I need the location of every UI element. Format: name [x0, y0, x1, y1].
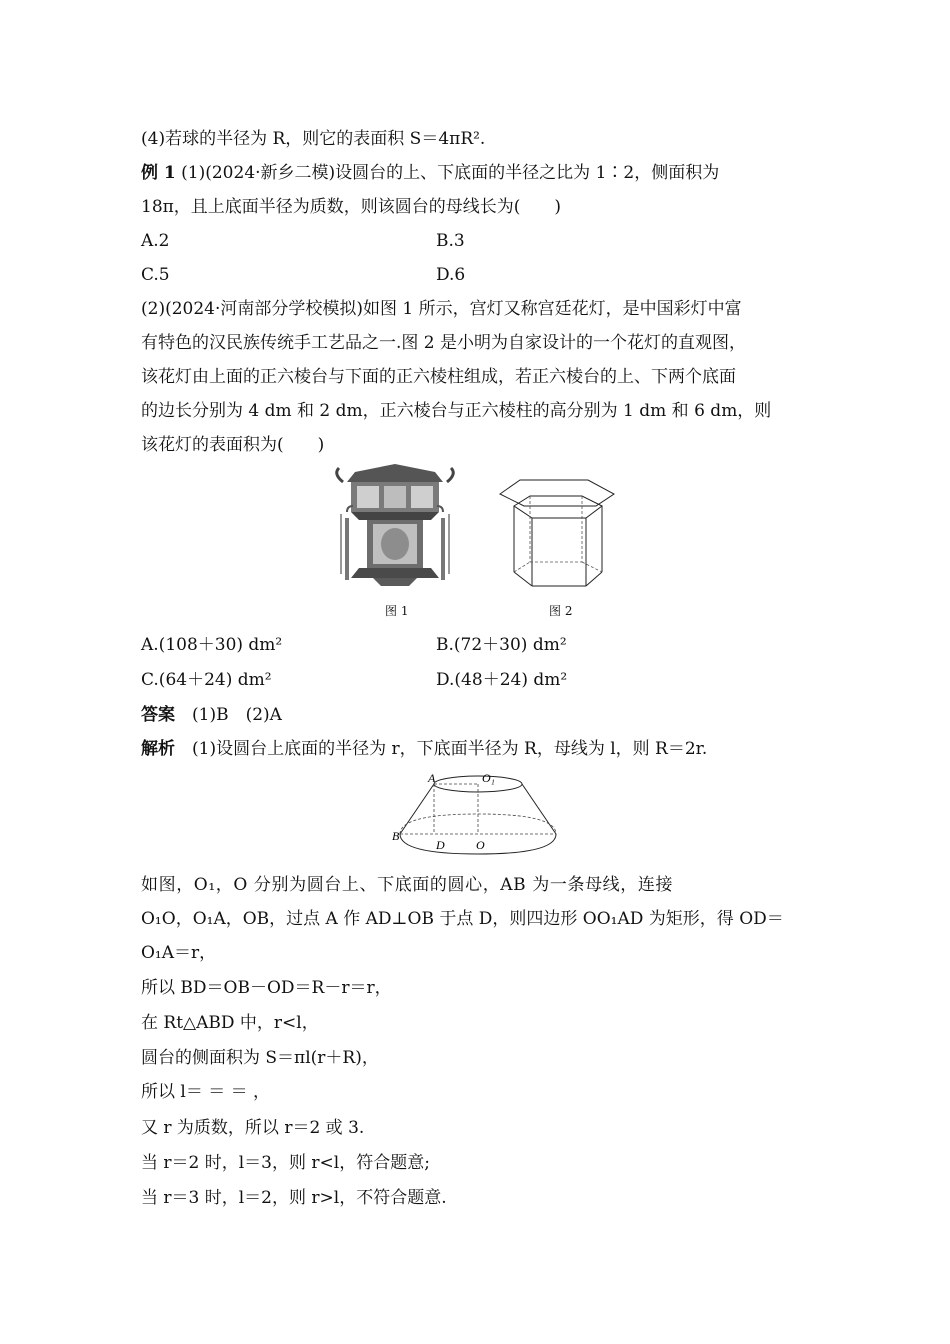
- question-2-line-3: 该花灯由上面的正六棱台与下面的正六棱柱组成，若正六棱台的上、下两个底面: [141, 367, 736, 387]
- solution-step-5: 在 Rt△ABD 中，r<l，: [141, 1013, 319, 1033]
- solution-step-1: 如图，O₁，O 分别为圆台上、下底面的圆心，AB 为一条母线，连接: [141, 875, 674, 895]
- solution-step-6: 圆台的侧面积为 S＝πl(r＋R)，: [141, 1048, 379, 1068]
- example-1-line-1: [141, 162, 719, 184]
- solution-step-10: 当 r＝3 时，l＝2，则 r>l，不符合题意.: [141, 1188, 447, 1208]
- option-d-q2: D.(48＋24) dm²: [436, 670, 568, 690]
- solution-step-3: O₁A＝r，: [141, 943, 217, 963]
- solution-step-9: 当 r＝2 时，l＝3，则 r<l，符合题意;: [141, 1153, 430, 1173]
- example-label: 例 1: [141, 163, 176, 183]
- solution-step-4: 所以 BD＝OB－OD＝R－r＝r，: [141, 978, 392, 998]
- hexagonal-lantern-diagram: [498, 472, 618, 590]
- option-c-q2: C.(64＋24) dm²: [141, 670, 272, 690]
- label-o1: O₁: [482, 771, 495, 785]
- label-o: O: [476, 838, 485, 852]
- figure-1-caption: 图 1: [385, 604, 409, 618]
- label-a: A: [428, 771, 436, 785]
- option-b-q1: B.3: [436, 231, 465, 251]
- answer-text: (1)B (2)A: [175, 705, 282, 725]
- sphere-area-formula: (4)若球的半径为 R，则它的表面积 S＝4πR².: [141, 129, 486, 149]
- solution-step-7: 所以 l＝ ＝ ＝ ，: [141, 1082, 271, 1102]
- option-d-q1: D.6: [436, 265, 466, 285]
- example-1-line-2: 18π，且上底面半径为质数，则该圆台的母线长为( ): [141, 197, 562, 217]
- solution-step-8: 又 r 为质数，所以 r＝2 或 3.: [141, 1118, 365, 1138]
- option-a-q2: A.(108＋30) dm²: [141, 635, 283, 655]
- solution-text: (1)设圆台上底面的半径为 r，下底面半径为 R，母线为 l，则 R＝2r.: [175, 739, 708, 759]
- question-2-line-2: 有特色的汉民族传统手工艺品之一.图 2 是小明为自家设计的一个花灯的直观图，: [141, 333, 747, 353]
- solution-line-1: [141, 738, 707, 760]
- question-2-line-1: (2)(2024·河南部分学校模拟)如图 1 所示，宫灯又称宫廷花灯，是中国彩灯中富: [141, 299, 742, 319]
- question-2-line-5: 该花灯的表面积为( ): [141, 435, 325, 455]
- solution-label: 解析: [141, 739, 175, 759]
- example-1-text: (1)(2024·新乡二模)设圆台的上、下底面的半径之比为 1∶2，侧面积为: [175, 163, 720, 183]
- question-2-line-4: 的边长分别为 4 dm 和 2 dm，正六棱台与正六棱柱的高分别为 1 dm 和 6 dm，则: [141, 401, 772, 421]
- option-c-q1: C.5: [141, 265, 170, 285]
- figure-2-caption: 图 2: [549, 604, 573, 618]
- palace-lantern-image: [333, 462, 457, 590]
- label-b: B: [392, 829, 400, 843]
- label-d: D: [436, 838, 445, 852]
- frustum-diagram: [392, 770, 564, 856]
- answer-label: 答案: [141, 705, 175, 725]
- option-a-q1: A.2: [141, 231, 170, 251]
- solution-step-2: O₁O，O₁A，OB，过点 A 作 AD⊥OB 于点 D，则四边形 OO₁AD 为矩形，得 OD＝: [141, 909, 784, 929]
- option-b-q2: B.(72＋30) dm²: [436, 635, 567, 655]
- answer-line: [141, 704, 282, 726]
